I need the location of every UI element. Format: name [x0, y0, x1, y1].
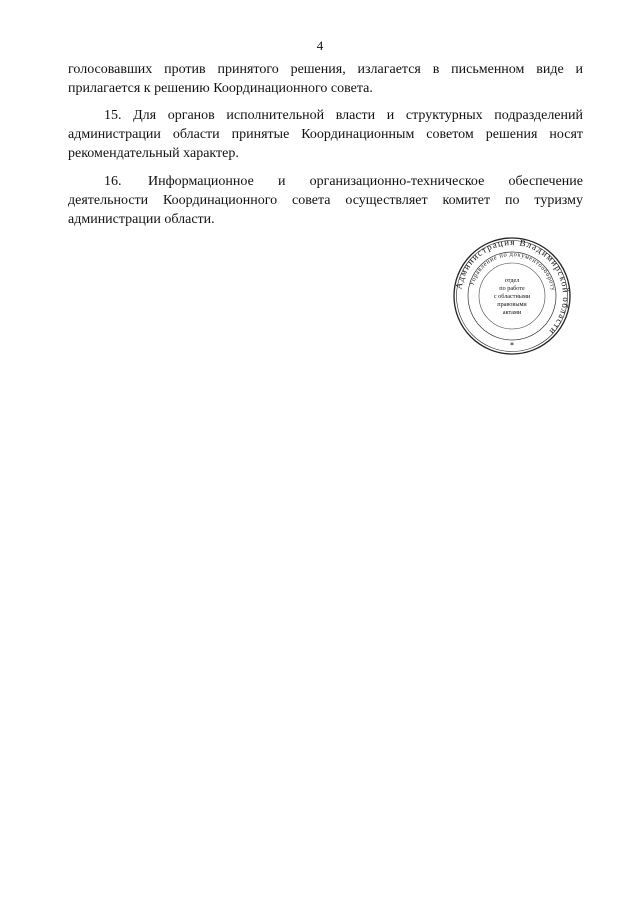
paragraph-16 — [68, 172, 583, 229]
official-seal-stamp — [452, 236, 572, 356]
paragraph-15: 15. Для органов исполнительной власти и структурных подразделений администрации области принятые Координационным советом решения носят рекомендательный характер. — [68, 108, 583, 161]
seal-inner-text: Управление по документообороту — [468, 250, 557, 292]
seal-star-icon: * — [510, 341, 514, 350]
paragraph-16-text: Информационное и организационно-техническое обеспечение деятельности Координационного совета осуществляет комитет по туризму администрации области. — [68, 174, 583, 227]
page-number: 4 — [316, 38, 324, 53]
paragraph-16-number: 16. — [104, 174, 122, 189]
seal-center-line: с областными — [493, 293, 531, 300]
seal-graphic — [452, 236, 572, 356]
paragraph-continuation: голосовавших против принятого решения, излагается в письменном виде и прилагается к решению Координационного совета. — [68, 62, 583, 96]
seal-center-line: актами — [502, 309, 522, 316]
seal-outer-text: Администрация Владимирской области — [453, 236, 572, 338]
seal-center-line: по работе — [499, 285, 525, 292]
seal-center-line: правовыми — [497, 301, 527, 308]
seal-center-line: отдел — [504, 277, 520, 284]
